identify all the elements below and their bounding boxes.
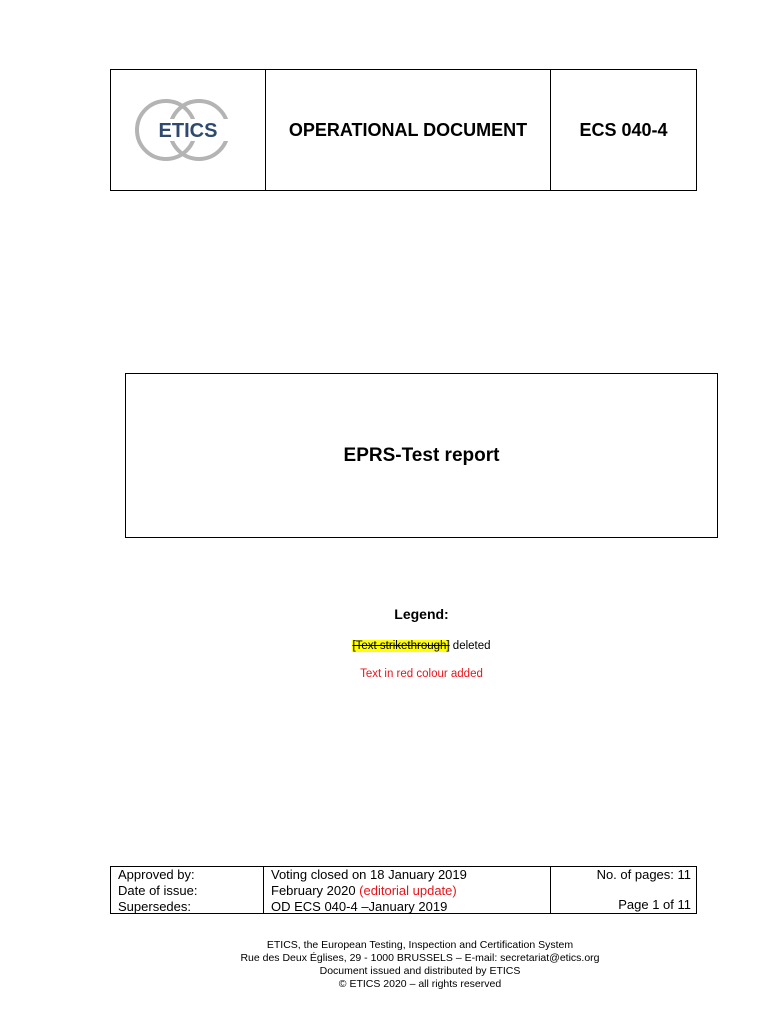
footer <box>110 939 730 991</box>
value-issue-date-row <box>271 883 550 899</box>
legend-strike-suffix: deleted <box>449 640 491 652</box>
value-voting: Voting closed on 18 January 2019 <box>271 867 467 882</box>
value-supersedes: OD ECS 040-4 –January 2019 <box>271 899 448 914</box>
document-title: EPRS-Test report <box>125 373 718 538</box>
value-issue-note: (editorial update) <box>359 883 457 898</box>
info-labels <box>111 867 264 913</box>
footer-line-4: © ETICS 2020 – all rights reserved <box>338 978 502 990</box>
footer-line-2: Rue des Deux Églises, 29 - 1000 BRUSSELS – E-mail: secretariat@etics.org <box>240 952 600 964</box>
label-date-of-issue: Date of issue: <box>118 883 198 898</box>
value-no-pages: No. of pages: 11 <box>596 867 691 882</box>
legend-added-line: Text in red colour added <box>360 668 483 680</box>
logo-text: ETICS <box>158 120 218 142</box>
footer-line-1: ETICS, the European Testing, Inspection and Certification System <box>266 939 574 951</box>
info-table <box>110 866 697 914</box>
legend-strike-sample: [Text strikethrough] <box>352 640 450 652</box>
label-approved-by: Approved by: <box>118 867 195 882</box>
info-values <box>264 867 551 913</box>
label-supersedes: Supersedes: <box>118 899 191 914</box>
legend <box>125 606 718 696</box>
document-header <box>110 69 697 191</box>
document-type: OPERATIONAL DOCUMENT <box>266 70 551 190</box>
value-page-of: Page 1 of 11 <box>618 897 691 912</box>
legend-heading: Legend: <box>394 606 449 622</box>
logo-cell <box>111 70 266 190</box>
value-issue-date: February 2020 <box>271 883 360 898</box>
info-pages <box>551 867 696 913</box>
footer-line-3: Document issued and distributed by ETICS <box>319 965 521 977</box>
document-code: ECS 040-4 <box>579 119 668 140</box>
etics-logo <box>133 97 243 163</box>
legend-deleted-line <box>125 640 718 652</box>
